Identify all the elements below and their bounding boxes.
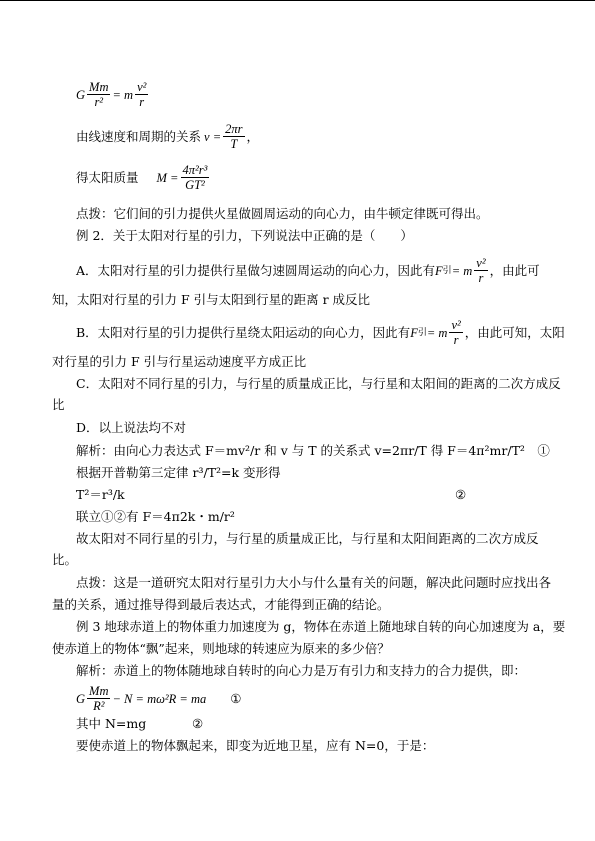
analysis-2: 其中 N=mg [76, 716, 147, 731]
eq-caption: 由线速度和周期的关系 [76, 128, 202, 144]
option-d: D．以上说法均不对 [76, 420, 187, 435]
hint-1: 点拨：它们间的引力提供火星做圆周运动的向心力，由牛顿定律既可得出。 [76, 206, 489, 221]
example-3-title: 例 3 地球赤道上的物体重力加速度为 g，物体在赤道上随地球自转的向心加速度为 a，要 [76, 619, 566, 634]
fraction: $\frac{\text{v²}}{r}$ [451, 318, 461, 347]
equation-sun-mass [76, 163, 211, 192]
hint-2: 点拨：这是一道研究太阳对行星引力大小与什么量有关的问题，解决此问题时应找出各 [76, 575, 552, 590]
option-a: A．太阳对行星的引力提供行星做匀速圆周运动的向心力，因此有 F 引 = m $\frac{\text{v²}}{r}$ ，由此可 [76, 256, 540, 285]
eq-lhs: v = [204, 129, 222, 144]
solution-5: 故太阳对不同行星的引力，与行星的质量成正比，与行星和太阳间距离的二次方成反 [76, 531, 539, 546]
solution-4: 联立①②有 F＝4π2k・m/r² [76, 509, 235, 524]
option-a-cont: 知，太阳对行星的引力 F 引与太阳到行星的距离 r 成反比 [52, 292, 371, 307]
eq-tail: ， [246, 128, 260, 144]
solution-3: T²＝r³/k [76, 487, 125, 502]
analysis-1: 解析：赤道上的物体随地球自转时的向心力是万有引力和支持力的合力提供，即： [76, 663, 527, 678]
equation-gravity-centripetal [76, 80, 150, 109]
example-2-title: 例 2．关于太阳对行星的引力，下列说法中正确的是（ ） [76, 228, 413, 243]
analysis-2-mark: ② [192, 716, 204, 731]
option-b: B．太阳对行星的引力提供行星绕太阳运动的向心力，因此有 F 引 = m $\frac{\text{v²}}{r}$ ，由此可知，太阳 [76, 318, 565, 347]
solution-3-mark: ② [455, 487, 467, 502]
fraction: $\frac{\text{v²}}{r}$ [476, 256, 486, 285]
solution-1: 解析：由向心力表达式 F＝mv²/r 和 v 与 T 的关系式 v=2πr/T 得 F＝4π²mr/T² ① [76, 443, 550, 458]
fraction: $\frac{Mm}{\text{R²}}$ [89, 684, 109, 713]
fraction: $\frac{\text{v²}}{r}$ [137, 80, 147, 109]
option-b-cont: 对行星的引力 F 引与行星运动速度平方成正比 [52, 354, 307, 369]
option-c-cont: 比 [52, 397, 65, 412]
solution-6: 比。 [52, 552, 78, 567]
option-c: C．太阳对不同行星的引力，与行星的质量成正比，与行星和太阳间的距离的二次方成反 [76, 376, 561, 391]
eq-text: = m [112, 87, 134, 102]
eq-symbol: G [76, 87, 86, 102]
hint-2-cont: 量的关系，通过推导得到最后表达式，才能得到正确的结论。 [52, 597, 390, 612]
top-border [0, 0, 595, 1]
solution-2: 根据开普勒第三定律 r³/T²=k 变形得 [76, 465, 281, 480]
eq-caption: 得太阳质量 [76, 169, 139, 185]
fraction: $\frac{\text{4π²r³}}{\text{GT²}}$ [182, 163, 208, 192]
example-3-cont: 使赤道上的物体“飘”起来，则地球的转速应为原来的多少倍？ [52, 641, 390, 656]
equation-velocity-period [76, 122, 259, 151]
analysis-3: 要使赤道上的物体飘起来，即变为近地卫星，应有 N=0，于是： [76, 738, 435, 753]
eq-lhs: M = [156, 170, 179, 185]
fraction: $\frac{2\pi r}{T}$ [225, 122, 243, 151]
fraction: $\frac{Mm}{\text{r²}}$ [89, 80, 109, 109]
equation-equator: G $\frac{Mm}{\text{R²}}$ − N = mω²R = ma ① [76, 684, 242, 713]
